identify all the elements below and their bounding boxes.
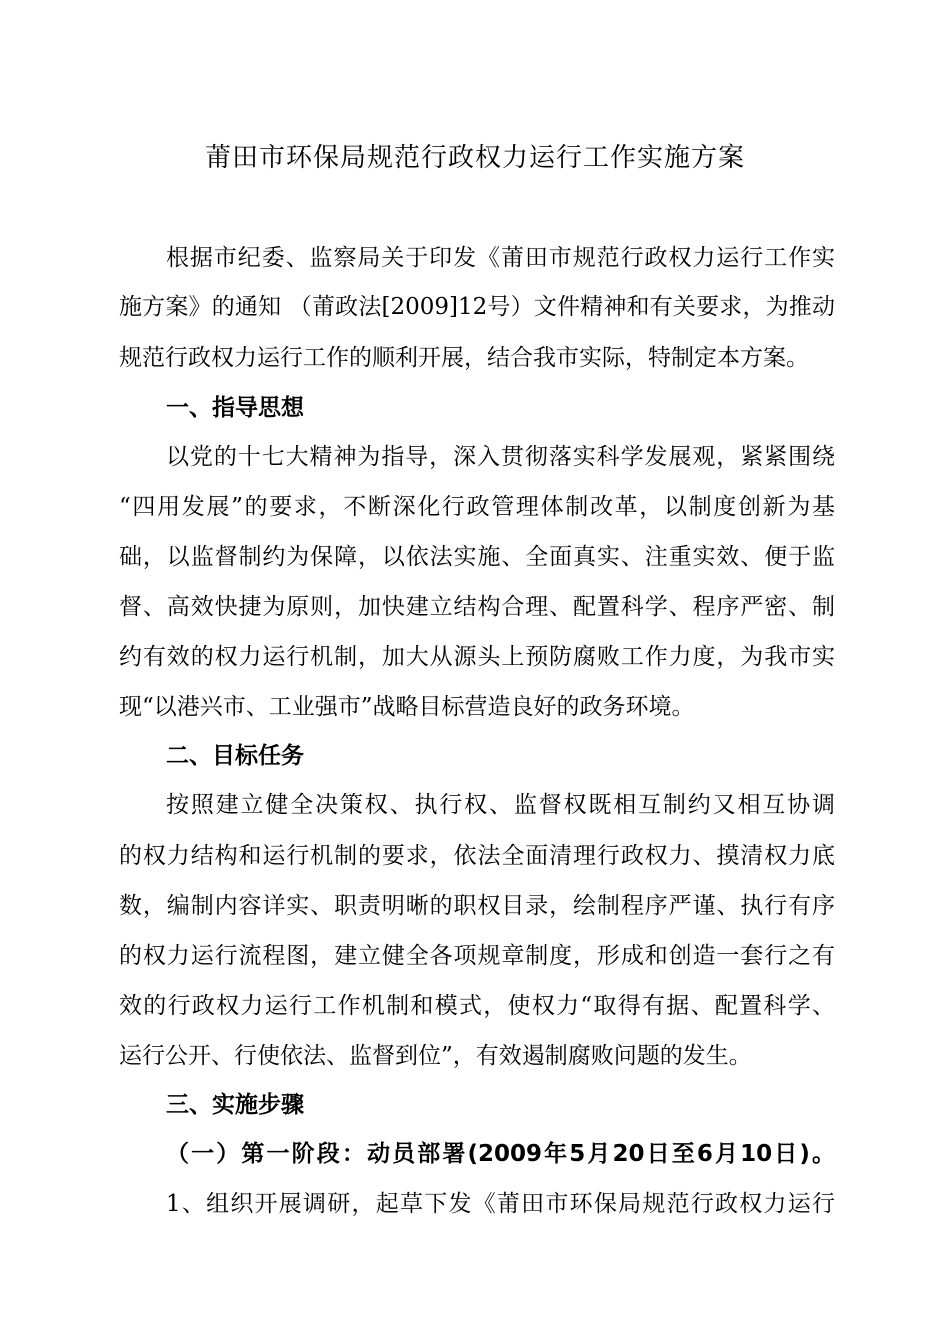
stage1-heading: （一）第一阶段：动员部署(2009年5月20日至6月10日)。 — [166, 1141, 835, 1167]
section2-line-1: 按照建立健全决策权、执行权、监督权既相互制约又相互协调 — [166, 792, 835, 818]
intro-line-1: 根据市纪委、监察局关于印发《莆田市规范行政权力运行工作实 — [166, 245, 835, 271]
section-heading-steps: 三、实施步骤 — [166, 1092, 304, 1118]
section1-line-6: 现“以港兴市、工业强市”战略目标营造良好的政务环境。 — [119, 694, 695, 720]
intro-line-2: 施方案》的通知 （莆政法[2009]12号）文件精神和有关要求，为推动 — [119, 294, 835, 320]
section1-line-3: 础，以监督制约为保障，以依法实施、全面真实、注重实效、便于监 — [119, 544, 835, 570]
section2-line-3: 数，编制内容详实、职责明晰的职权目录，绘制程序严谨、执行有序 — [119, 893, 835, 919]
document-title: 莆田市环保局规范行政权力运行工作实施方案 — [204, 143, 745, 173]
section1-line-2: “四用发展”的要求，不断深化行政管理体制改革，以制度创新为基 — [119, 494, 835, 520]
intro-line-3: 规范行政权力运行工作的顺利开展，结合我市实际，特制定本方案。 — [119, 345, 809, 371]
item1-line: 1、组织开展调研，起草下发《莆田市环保局规范行政权力运行 — [166, 1191, 835, 1217]
section-heading-goals: 二、目标任务 — [166, 743, 304, 769]
section-heading-guiding-ideology: 一、指导思想 — [166, 395, 304, 421]
section2-line-5: 效的行政权力运行工作机制和模式，使权力“取得有据、配置科学、 — [119, 993, 835, 1019]
section2-line-2: 的权力结构和运行机制的要求，依法全面清理行政权力、摸清权力底 — [119, 843, 835, 869]
section1-line-5: 约有效的权力运行机制，加大从源头上预防腐败工作力度，为我市实 — [119, 644, 835, 670]
section2-line-6: 运行公开、行使依法、监督到位”，有效遏制腐败问题的发生。 — [119, 1043, 752, 1069]
section1-line-1: 以党的十七大精神为指导，深入贯彻落实科学发展观，紧紧围绕 — [166, 444, 835, 470]
section1-line-4: 督、高效快捷为原则，加快建立结构合理、配置科学、程序严密、制 — [119, 594, 835, 620]
section2-line-4: 的权力运行流程图，建立健全各项规章制度，形成和创造一套行之有 — [119, 943, 835, 969]
